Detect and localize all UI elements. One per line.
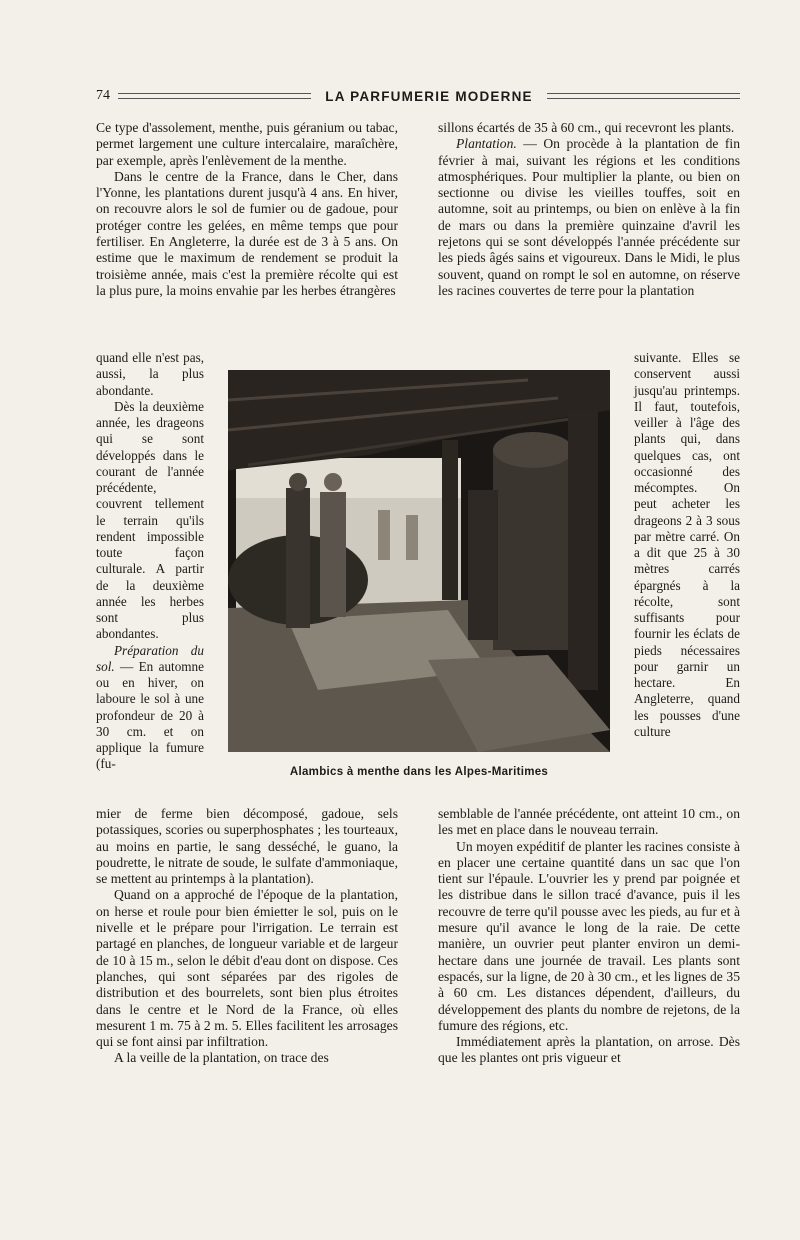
still-condenser [568, 410, 598, 690]
paragraph: Dès la deuxième année, les drageons qui se sont développés dans le courant de l'année précédente, couvrent tellement le terrain qu'ils rendent impossible toute façon culturale. A partir de la deuxième année les herbes sont plus abondantes. [96, 398, 204, 642]
journal-title: LA PARFUMERIE MODERNE [325, 88, 533, 104]
paragraph: Ce type d'assolement, menthe, puis géranium ou tabac, permet largement une culture intercalaire, maraîchère, par exemple, après l'enlèvement de la menthe. [96, 120, 398, 168]
section-text: — On procède à la plantation de fin février à mai, suivant les régions et les conditions atmosphériques. Pour multiplier la plante, ou bien on sectionne ou divise les vieilles touffes, soit en automne, soit au printemps, ou bien on enlève à la fin de mars ou dans la première quinzaine d'avril les rejetons qui se sont développés l'année précédente sur les pieds âgés sains et vigoureux. Dans le Midi, le plus souvent, quand on rompt le sol en automne, on réserve les racines couvertes de terre pour la plantation [438, 136, 740, 298]
paragraph: quand elle n'est pas, aussi, la plus abondante. [96, 350, 204, 398]
header-rule-left [118, 93, 311, 99]
paragraph: Dans le centre de la France, dans le Cher, dans l'Yonne, les plantations durent jusqu'à 4 ans. En hiver, on recouvre alors le sol de fumier ou de gadoue, pour protéger contre les gelées, en même temps que pour fertiliser. En Angleterre, la durée est de 3 à 5 ans. On estime que le maximum de rendement se produit la troisième année, mais c'est la première récolte qui est la plus pure, la moins envahie par les herbes étrangères [96, 168, 398, 298]
right-column-wrap [634, 350, 740, 740]
paragraph: mier de ferme bien décomposé, gadoue, sels potassiques, scories ou superphosphates ; les tourteaux, au moins en partie, le sang desséché, le guano, la poudrette, le nitrate de soude, le sulfate d'ammoniaque, se mettent au printemps à la plantation). [96, 806, 398, 887]
paragraph: A la veille de la plantation, on trace des [114, 1050, 329, 1066]
worker-figure [320, 492, 346, 617]
still-vat [468, 490, 498, 640]
photo-illustration [228, 370, 610, 752]
still-dome [493, 432, 573, 468]
paragraph: Un moyen expéditif de planter les racines consiste à en placer une certaine quantité dans un sac que l'on tient sur l'épaule. L'ouvrier les y prend par poignée et les distribue dans le sillon tracé d'avance, puis il les recouvre de terre qu'il pousse avec les pieds, au fur et à mesure qu'il avance le long de la raie. De cette manière, un ouvrier peut planter environ un demi-hectare dans une journée de travail. Les plants sont espacés, sur la ligne, de 20 à 30 cm., et les lignes de 35 à 60 cm. Les distances dépendent, d'ailleurs, du développement des plants du nombre de rejetons, de la fumure des régions, etc. [438, 838, 740, 1033]
paragraph: Immédiatement après la plantation, on arrose. Dès que les plantes ont pris vigueur et [438, 1034, 740, 1066]
page-number: 74 [96, 88, 110, 103]
worker-head [324, 473, 342, 491]
paragraph: Quand on a approché de l'époque de la plantation, on herse et roule pour bien émietter le sol, puis on le nivelle et le prépare pour l'irrigation. Le terrain est partagé en planches, de longueur variable et de largeur de 10 à 15 m., selon le débit d'eau dont on dispose. Ces planches, qui sont séparées par des rigoles de distribution et des bourrelets, sont bien plus étroites dans le centre et le Nord de la France, où elles mesurent 1 m. 75 à 2 m. 5. Elles facilitent les arrosages qui se font ainsi par infiltration. [96, 887, 398, 1050]
section-heading: Préparation du sol. [96, 642, 204, 674]
still-column [493, 450, 573, 650]
left-column-top [96, 120, 398, 299]
distillery-photo [228, 370, 610, 752]
worker-head [289, 473, 307, 491]
paragraph: semblable de l'année précédente, ont atteint 10 cm., on les met en place dans le nouveau terrain. [438, 806, 740, 838]
right-column-bottom [438, 806, 740, 1067]
worker-figure [286, 488, 310, 628]
paragraph: sillons écartés de 35 à 60 cm., qui recevront les plants. [438, 120, 735, 135]
right-column-top [438, 120, 740, 299]
photo-caption: Alambics à menthe dans les Alpes-Maritimes [289, 766, 549, 778]
left-column-wrap [96, 350, 204, 773]
section-paragraph [438, 136, 740, 299]
section-heading: Plantation. [456, 136, 517, 152]
wooden-post [442, 440, 458, 600]
distant-figure [406, 515, 418, 560]
distant-figure [378, 510, 390, 560]
left-column-bottom [96, 806, 398, 1067]
header-rule-right [547, 93, 740, 99]
paragraph: suivante. Elles se conservent aussi jusqu'au printemps. Il faut, toutefois, veiller à l'âge des plants qui, dans quelques cas, ont occasionné des mécomptes. On peut acheter les drageons 2 à 3 sous par mètre carré. On a dit que 25 à 30 mètres carrés épargnés à la récolte, sont suffisants pour fournir les éclats de pieds nécessaires pour garnir un hectare. En Angleterre, quand les pousses d'une culture [634, 350, 740, 739]
section-paragraph [96, 643, 204, 773]
running-header [96, 86, 740, 106]
section-text: — En automne ou en hiver, on laboure le sol à une profondeur de 20 à 30 cm. et on applique la fumure (fu- [96, 658, 205, 772]
